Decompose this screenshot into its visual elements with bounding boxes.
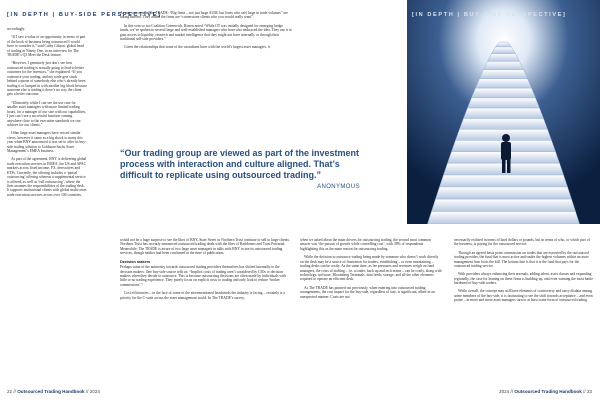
paragraph: As The TRADE has pointed out previously, when entering into outsourced trading arrangements, the cost impact for the buy-side, regardless of size, is significant, albeit in an unexpected manner. Costs are not bbox=[300, 285, 435, 299]
hero-illustration bbox=[407, 0, 600, 224]
pull-quote-text: “Our trading group are viewed as part of the investment process with interaction and culture aligned. That’s difficult to replicate using outsourced trading.” bbox=[120, 148, 360, 180]
stair-step bbox=[440, 175, 568, 187]
text-column-2 bbox=[120, 11, 292, 139]
stair-step bbox=[428, 211, 580, 224]
text-column-5 bbox=[454, 238, 594, 386]
paragraph: Other large asset managers have voiced similar views, however it came as a big shock to many this year when BNY announced it was set to offer its buy-side trading solution to Goldman Sachs Asset Management’s EMEA business. bbox=[7, 131, 87, 154]
paragraph: While the decision to outsource trading being made by someone who doesn’t work directly on the desk may be a source of frustration for traders, establishing – or even maintaining – trading desks can be costly. As the same time, as fee pressures and revenues weigh on fund managers, the costs of staffing – i.e. a trader, back up and tech teams – can be costly, along with technology, software, Bloomberg Terminals, data feeds, storage, and all the other elements required to operate an efficient desk. bbox=[300, 255, 442, 282]
page-number: 22 bbox=[7, 389, 13, 394]
staircase-illustration bbox=[407, 0, 600, 224]
text-column-3 bbox=[120, 238, 292, 386]
stair-step bbox=[472, 88, 536, 98]
paragraph: accordingly. bbox=[7, 27, 26, 31]
publication-title: Outsourced Trading Handbook bbox=[17, 389, 85, 394]
paragraph: “Ultimately, while I can see the use case for smaller asset managers with more limited trading hours, for a manager of our size with our capabilities, I just can’t see a successful function coming anywhere close to the execution standards we can achieve for our clients.” bbox=[7, 100, 86, 127]
paragraph: necessarily realised in terms of hard dollars or pounds, but in terms of who, or which part of the business, is paying for the outsourced service. bbox=[454, 238, 590, 247]
pull-quote-attribution: ANONYMOUS bbox=[317, 184, 360, 191]
stair-step bbox=[468, 98, 540, 108]
paragraph: In this vein so too Coalition Greenwich, Ronen noted “While OT was initially designed for emerging hedge funds, we’ve spoken to several large and well-established managers who have also embraced the idea. They use it to gain access to liquidity, research and market intelligence that they might not have internally or through their traditional sell-side providers.” bbox=[120, 23, 292, 42]
footer-right: 2024 // Outsourced Trading Handbook // 23 bbox=[499, 389, 592, 394]
paragraph: “If I saw a value of an opportunity in terms of part of the book of business being outsourced I would have to consider it,” said Cathy Gibson, global head of trading at Ninety One, in an interview for The TRADE’s Q3 Meet the Desk feature. bbox=[7, 35, 86, 58]
publication-year: 2024 bbox=[499, 389, 510, 394]
footer-left: 22 // Outsourced Trading Handbook // 2024 bbox=[7, 389, 100, 394]
text-column-4 bbox=[300, 238, 442, 386]
paragraph: when we asked about the main drivers for outsourcing trading, the second most common answer was ‘the pursuit of growth while controlling cost’, with 38% of respondents highlighting this as the main reason for outsourcing trading. bbox=[300, 238, 431, 251]
stair-step bbox=[484, 61, 524, 69]
paragraph: With providers always enhancing their arsenals, adding talent, asset classes and expanding regionally, the case for leaning on these firms is building up, and even winning the most battle hardened of buy-side traders. bbox=[454, 272, 594, 286]
paragraph: Through an agreed basis point commission on trades that are executed by the outsourced trading provider, the fund that is most active and trades the highest volumes within an asset management firm foots the bill. The bottom line is that it is the fund that pays for the outsourced trading service. bbox=[454, 250, 589, 269]
paragraph: Cost efficiencies – in the face of some of the aforementioned headwinds the industry is facing – certainly is a priority for the C-suite across the asset management world. In The TRADE’s survey, bbox=[120, 291, 286, 300]
paragraph: While overall, the concept may still have elements of controversy and carry disdain among some members of the buy-side, it is fascinating to see the shift towards acceptance – and even praise – in more and more asset managers turn to at least some form of outsourced trading. bbox=[454, 289, 593, 303]
stair-step bbox=[476, 79, 532, 88]
subheading-decision-makers: Decision makers bbox=[120, 259, 151, 264]
paragraph: As one source tells The TRADE: “Big firms – not just large AUM, but [ones who see] large in trade volumes” are taking interest. They added the firms are “cornerstone clients who you would really want”. bbox=[120, 11, 288, 20]
stair-step bbox=[432, 199, 576, 211]
section-kicker-left: [IN DEPTH | BUY-SIDE PERSPECTIVE] bbox=[7, 12, 162, 18]
paragraph: “However, I genuinely just don’t see how outsourced trading is actually going to lead to better outcomes for the investors,” she explained. “If you outsource your trading, and my trade gets stuck behind a queue of somebody else who’s already been trading it or lumped in with another big block because someone else is trading it there’s no way the client gets a better outcome. bbox=[7, 61, 87, 97]
paragraph: Given the relationships that some of the custodians have with the world’s largest asset managers, it bbox=[124, 45, 270, 50]
paragraph: Perhaps some of the animosity towards outsourced trading providers themselves has shifted internally to the decision makers. One buy-side source tells us: “Implicit costs of trading aren’t considered by CIOs or decision makers when they decide to outsource. This is because outsourcing decisions are often made by individuals with little or no trading experience. They purely focus on explicit costs to trading and only look to reduce ‘broker commissions’.” bbox=[120, 265, 286, 287]
stair-step bbox=[436, 187, 572, 199]
paragraph: would not be a huge surprise to see the likes of BNY, State Street or Northern Trust continue to sell to large clients. Northern Trust has recently announced outsourced trading deals with the likes of Rathbones and Trust Potential. Meanwhile, The TRADE is aware of two large asset managers in talks with BNY to use its outsourced trading services, though neither had been confirmed at the time of publication. bbox=[120, 238, 290, 256]
publication-title: Outsourced Trading Handbook bbox=[514, 389, 582, 394]
stair-step bbox=[480, 70, 528, 79]
stair-step bbox=[488, 54, 520, 62]
stair-step bbox=[460, 119, 548, 130]
section-kicker-right: [IN DEPTH | BUY-SIDE PERSPECTIVE] bbox=[412, 12, 567, 18]
paragraph: As part of the agreement, BNY is delivering global trade execution services in EMEA, the US and APAC markets across fixed income, FX, derivatives and ETFs. Currently, the offering includes a ‘partial outsourcing’ offering whereas a supplemental service is offered, as well as ‘full outsourcing’, where the firm assumes the responsibilities of the trading desk. It supports institutional clients with global multi-asset trade execution services across over 100 countries. bbox=[7, 157, 87, 197]
page-number: 23 bbox=[586, 389, 592, 394]
pull-quote bbox=[120, 148, 362, 190]
stair-step bbox=[464, 108, 544, 118]
publication-year: 2024 bbox=[89, 389, 100, 394]
stair-step bbox=[492, 47, 516, 54]
text-column-1 bbox=[7, 27, 87, 383]
